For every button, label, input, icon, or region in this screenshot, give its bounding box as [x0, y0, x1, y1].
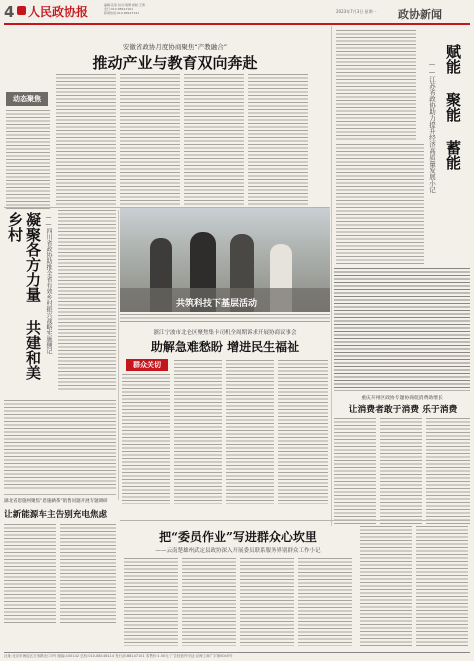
page-number: 4 [4, 3, 15, 21]
body-text [334, 268, 470, 388]
footer-rule [4, 652, 470, 653]
article-kicker: 安徽省政协月度协商聚焦“产教融合” [122, 43, 228, 51]
column-tag [6, 92, 48, 106]
article-kicker: 浙江宁波市北仑区聚焦集卡司机全周期诉求开展协商议事会 [153, 330, 297, 336]
body-text [248, 74, 308, 210]
article-headline: 推动产业与教育双向奔赴 [92, 54, 258, 72]
article-headline: 让消费者敢于消费 乐于消费 [348, 405, 458, 415]
article-truck-drivers [120, 326, 330, 506]
body-text [120, 74, 180, 210]
article-headline: 助解急难愁盼 增进民生福祉 [150, 340, 300, 354]
article-consumption [334, 392, 474, 532]
article-headline: 让新能源车主告别充电焦虑 [4, 510, 108, 520]
edition-line: 编辑:张曼 校对:胡博 排版:王勇 [104, 3, 145, 7]
article-jiangsu-empowerment [334, 26, 474, 266]
body-text [416, 526, 468, 646]
body-text [124, 558, 178, 646]
body-text [56, 74, 116, 210]
article-ev-charging [0, 494, 118, 634]
article-industry-education [0, 26, 330, 206]
article-member-assignment [120, 522, 470, 650]
body-text [334, 418, 376, 524]
newspaper-logo: 人民政协报 [28, 5, 89, 19]
body-text [174, 360, 222, 504]
article-kicker: 湖北省恩施州聚焦“恩施硒茶”销售问题开展专题调研 [4, 499, 108, 504]
logo-mark [17, 6, 26, 15]
header-rule [4, 23, 470, 25]
body-text [182, 558, 236, 646]
body-text [278, 360, 328, 504]
column-rule [118, 210, 119, 500]
article-headline: 把“委员作业”写进群众心坎里 [159, 530, 317, 544]
body-text [226, 360, 274, 504]
body-text [6, 110, 50, 210]
column-tag-label: 群众关切 [133, 361, 161, 369]
photo-overlay-caption: 共筑科技下基层活动 [176, 299, 258, 309]
body-text [60, 524, 116, 624]
news-photo [120, 208, 330, 312]
article-kicker: 重庆开州区政协专题协商促消费助增长 [361, 396, 443, 401]
edition-line: 新闻热线:010-88147141 [104, 11, 140, 15]
photo-caption-text [120, 314, 330, 322]
body-text [298, 558, 352, 646]
body-text [336, 30, 416, 140]
article-subtitle: ——江苏省政协助力提升经济高质量发展小记 [428, 60, 436, 193]
body-text [4, 400, 116, 490]
article-headline: 赋能 聚能 蓄能 [444, 44, 462, 170]
edition-info [104, 3, 224, 15]
body-text [240, 558, 294, 646]
body-text [4, 524, 56, 624]
section-title: 政协新闻 [398, 8, 442, 21]
body-text [122, 374, 170, 504]
body-text [380, 418, 422, 524]
edition-line: 发行:010-88147101 [104, 7, 134, 11]
article-subtitle: ——四川省政协助推全省有效乡村振兴战略实施侧记 [45, 214, 52, 354]
divider [334, 390, 470, 391]
divider [4, 494, 116, 495]
article-rural-revitalization [0, 210, 118, 500]
footer-info: 社址:北京市海淀区万寿路北口3号 邮编:100142 总机:010-88146114 发行部:88147101 零售价:1.50元 广告经营许可证:京海工商广字第0045号 [4, 654, 233, 658]
column-tag-label: 动态聚焦 [13, 95, 41, 103]
article-headline: 凝聚各方力量 共建和美乡村 [6, 212, 42, 380]
body-text [360, 526, 412, 646]
body-text [184, 74, 244, 210]
column-rule [331, 26, 332, 526]
masthead [0, 0, 474, 24]
column-tag [126, 359, 168, 371]
body-text [336, 144, 424, 264]
divider [120, 520, 470, 521]
body-text [426, 418, 470, 524]
article-subtitle: ——云南楚雄州武定县政协深入开展委员联系服务界别群众工作小记 [155, 548, 321, 554]
body-text [58, 210, 116, 390]
issue-date: 2023年7月3日 星期一 [336, 9, 377, 14]
